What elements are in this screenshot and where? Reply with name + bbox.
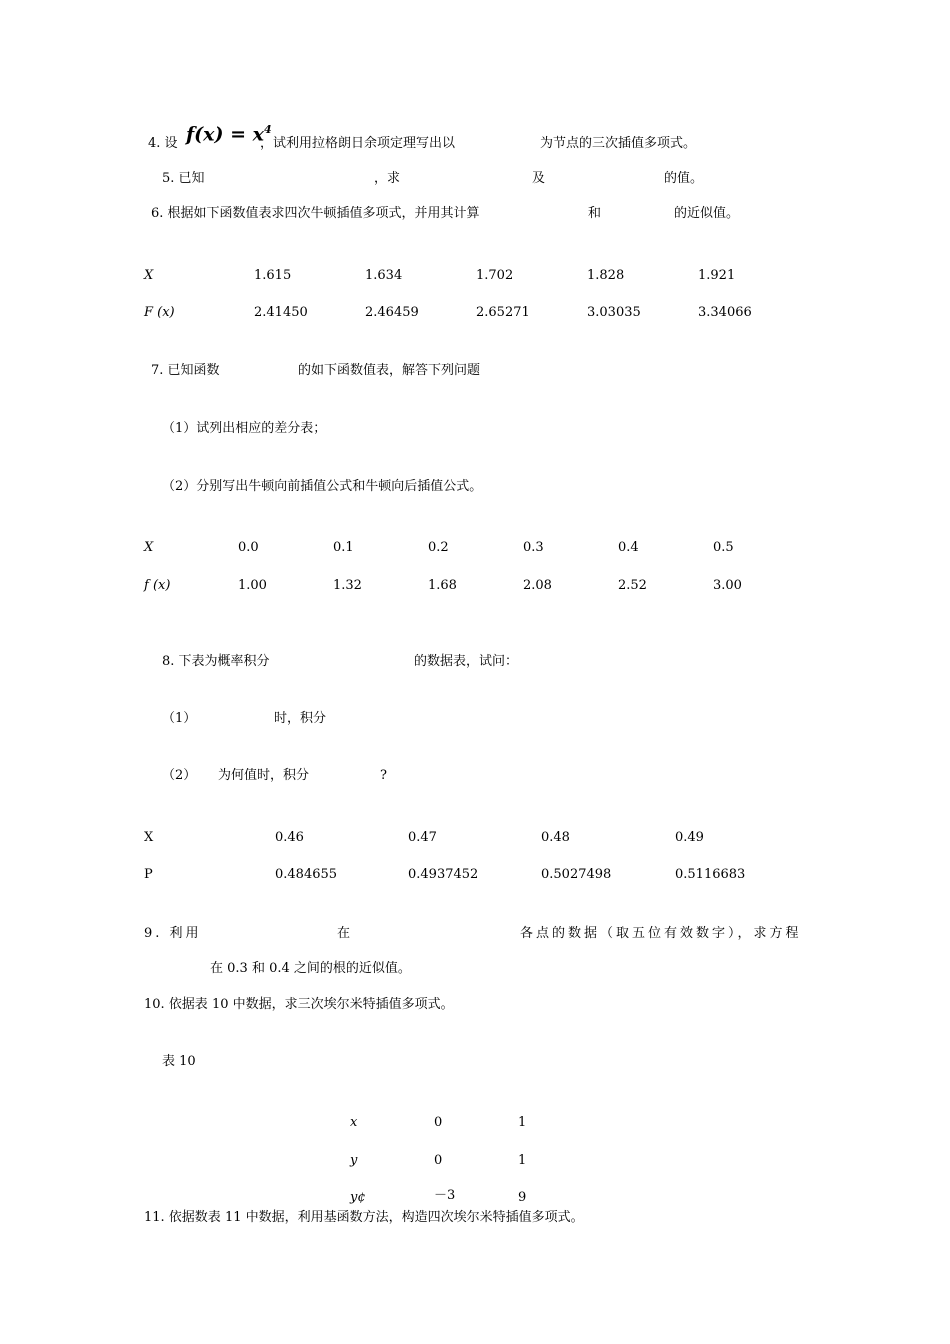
q7-f-cell: 1.00: [238, 578, 267, 593]
q10-row-label: y: [350, 1153, 358, 1168]
q7-sub2: （2）分别写出牛顿向前插值公式和牛顿向后插值公式。: [162, 479, 483, 494]
q6-x-cell: 1.921: [698, 268, 736, 283]
q7-x-cell: 0.0: [238, 540, 259, 555]
q9-text-2: 各点的数据（取五位有效数字），求方程: [520, 926, 802, 941]
q7-x-cell: 0.1: [333, 540, 354, 555]
q8-p-cell: 0.5027498: [541, 867, 612, 882]
q5-text-2: 及: [532, 171, 546, 186]
q4-formula: $f(x) = x^4$: [186, 123, 272, 146]
q7-x-cell: 0.2: [428, 540, 449, 555]
q5-number: 5. 已知: [162, 171, 205, 186]
q10-row-label: x: [350, 1115, 358, 1130]
q8-text-1: 的数据表，试问：: [414, 654, 519, 669]
q7-f-cell: 2.52: [618, 578, 647, 593]
q10-cell: －3: [434, 1188, 456, 1203]
q7-x-cell: 0.4: [618, 540, 639, 555]
q10-text: 10. 依据表 10 中数据，求三次埃尔米特插值多项式。: [144, 997, 454, 1012]
q6-f-label: F (x): [144, 305, 175, 320]
q8-text: 8. 下表为概率积分: [162, 654, 270, 669]
q7-f-cell: 3.00: [713, 578, 742, 593]
q7-f-cell: 1.32: [333, 578, 362, 593]
q8-x-cell: 0.48: [541, 830, 570, 845]
q4-text-2: 为节点的三次插值多项式。: [540, 136, 697, 151]
q10-cell: 0: [434, 1153, 443, 1168]
q6-x-label: X: [144, 268, 154, 283]
q10-caption: 表 10: [162, 1054, 196, 1069]
q7-f-label: f (x): [144, 578, 171, 593]
q6-x-cell: 1.828: [587, 268, 625, 283]
q10-cell: 0: [434, 1115, 443, 1130]
q8-p-label: P: [144, 867, 153, 882]
q9-text-1: 在: [337, 926, 351, 941]
q6-x-cell: 1.615: [254, 268, 292, 283]
q6-text-2: 的近似值。: [674, 206, 740, 221]
q8-p-cell: 0.4937452: [408, 867, 479, 882]
q8-p-cell: 0.484655: [275, 867, 338, 882]
q10-cell: 1: [518, 1115, 527, 1130]
q8-x-label: X: [144, 830, 154, 845]
q7-x-cell: 0.3: [523, 540, 544, 555]
q8-sub2: （2）: [162, 768, 197, 783]
q7-text: 7. 已知函数: [151, 363, 220, 378]
q6-f-cell: 2.41450: [254, 305, 308, 320]
q6-text-1: 和: [588, 206, 602, 221]
q7-sub1: （1）试列出相应的差分表；: [162, 421, 327, 436]
q10-row-label: y¢: [350, 1190, 366, 1205]
q6-text: 6. 根据如下函数值表求四次牛顿插值多项式，并用其计算: [151, 206, 480, 221]
q8-x-cell: 0.49: [675, 830, 704, 845]
q10-cell: 9: [518, 1190, 527, 1205]
q5-text-3: 的值。: [664, 171, 704, 186]
q6-f-cell: 2.65271: [476, 305, 530, 320]
q7-x-cell: 0.5: [713, 540, 734, 555]
q8-p-cell: 0.5116683: [675, 867, 746, 882]
q7-x-label: X: [144, 540, 154, 555]
q10-cell: 1: [518, 1153, 527, 1168]
q8-sub2-mark: ?: [380, 768, 387, 783]
q8-sub2-text: 为何值时，积分: [218, 768, 310, 783]
q9-line2: 在 0.3 和 0.4 之间的根的近似值。: [210, 961, 411, 976]
q5-text-1: ，求: [374, 171, 401, 186]
q8-sub1: （1）: [162, 711, 197, 726]
q8-sub1-text: 时，积分: [274, 711, 327, 726]
q8-x-cell: 0.47: [408, 830, 437, 845]
q6-x-cell: 1.702: [476, 268, 514, 283]
q11-text: 11. 依据数表 11 中数据，利用基函数方法，构造四次埃尔米特插值多项式。: [144, 1210, 584, 1225]
q4-number: 4. 设: [148, 136, 178, 151]
q6-x-cell: 1.634: [365, 268, 403, 283]
q7-f-cell: 2.08: [523, 578, 552, 593]
q6-f-cell: 2.46459: [365, 305, 419, 320]
q6-f-cell: 3.03035: [587, 305, 641, 320]
q7-f-cell: 1.68: [428, 578, 457, 593]
q9-text: 9. 利用: [144, 926, 202, 941]
q7-text-1: 的如下函数值表，解答下列问题: [298, 363, 481, 378]
q8-x-cell: 0.46: [275, 830, 304, 845]
q4-text-1: ，试利用拉格朗日余项定理写出以: [260, 136, 456, 151]
q6-f-cell: 3.34066: [698, 305, 752, 320]
